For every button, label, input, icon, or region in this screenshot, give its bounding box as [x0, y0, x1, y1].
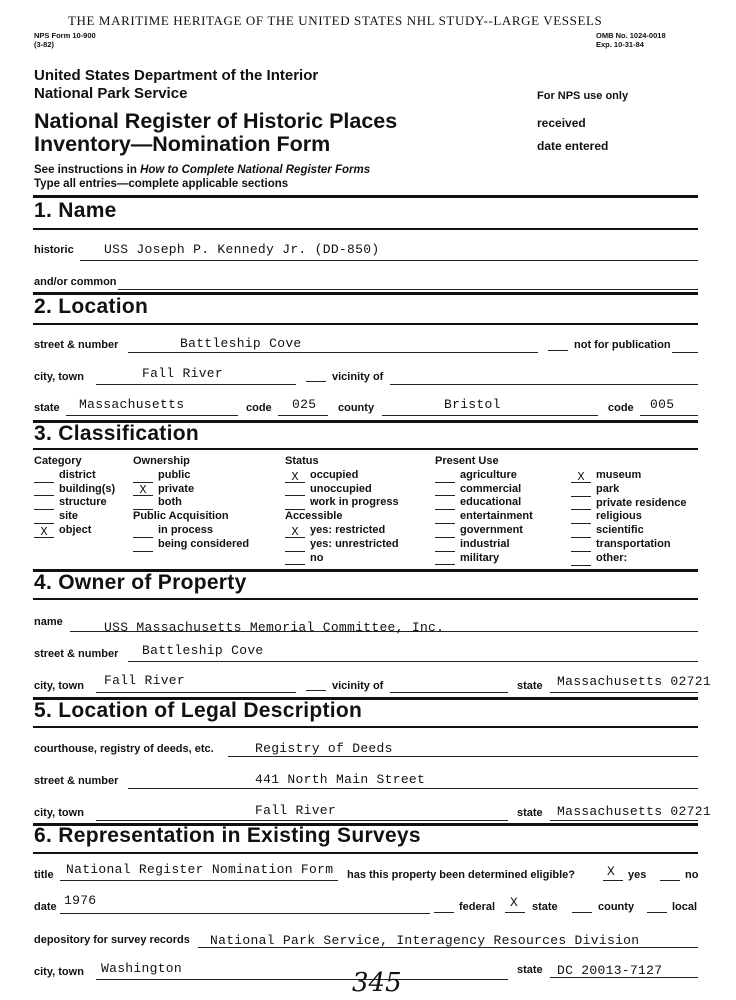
status-unoccupied[interactable] — [285, 483, 399, 497]
section1-title: 1. Name — [34, 199, 117, 222]
use-entertainment[interactable] — [435, 510, 533, 524]
use-scientific[interactable] — [571, 524, 687, 538]
registry-city-label: city, town — [34, 807, 84, 819]
city-field[interactable]: Fall River — [142, 366, 224, 381]
checkbox[interactable] — [34, 484, 54, 496]
local-survey-label: local — [672, 901, 698, 913]
received-label: received — [537, 116, 586, 130]
checkbox[interactable] — [34, 498, 54, 510]
form-title-line1: National Register of Historic Places — [34, 109, 398, 133]
type-entries-line: Type all entries—complete applicable sections — [34, 178, 289, 190]
field-line — [128, 352, 538, 353]
section5-title: 5. Location of Legal Description — [34, 699, 363, 722]
owner-name-field[interactable]: USS Massachusetts Memorial Committee, Inc. — [104, 620, 445, 635]
checkbox[interactable] — [435, 498, 455, 510]
federal-checkbox[interactable] — [434, 912, 454, 913]
county-code-field[interactable]: 005 — [650, 397, 675, 412]
checkbox[interactable] — [133, 540, 153, 552]
checkbox[interactable] — [435, 526, 455, 538]
category-buildings[interactable] — [34, 483, 115, 497]
not-for-publication-label: not for publication — [574, 339, 671, 351]
option-label: unoccupied — [310, 482, 372, 495]
checkbox[interactable] — [285, 498, 305, 510]
option-label: private — [158, 482, 195, 495]
option-label: building(s) — [59, 482, 116, 495]
owner-street-label: street & number — [34, 648, 119, 660]
checkbox[interactable] — [133, 471, 153, 483]
eligible-yes-checkbox[interactable] — [603, 880, 623, 881]
category-district[interactable] — [34, 469, 115, 483]
option-label: yes: unrestricted — [310, 537, 399, 550]
field-line — [390, 384, 698, 385]
depository-field[interactable]: National Park Service, Interagency Resources Division — [210, 933, 640, 948]
section3-title: 3. Classification — [34, 422, 199, 445]
checkbox[interactable] — [571, 526, 591, 538]
use-military[interactable] — [435, 552, 533, 566]
ownership-heading: Ownership — [133, 455, 190, 467]
state-survey-mark: X — [510, 895, 519, 910]
depository-city-field[interactable]: Washington — [101, 961, 183, 976]
field-line — [96, 692, 296, 693]
historic-label: historic — [34, 244, 74, 256]
use-private-residence[interactable] — [571, 497, 687, 511]
field-line — [672, 352, 698, 353]
category-heading: Category — [34, 455, 82, 467]
form-date: (3-82) — [34, 40, 55, 49]
field-line — [60, 880, 338, 881]
present-use-heading: Present Use — [435, 455, 499, 467]
state-label: state — [34, 402, 60, 414]
option-label: educational — [460, 496, 522, 509]
owner-street-field[interactable]: Battleship Cove — [142, 643, 264, 658]
checkbox[interactable]: X — [34, 526, 54, 538]
option-label: both — [158, 496, 182, 509]
field-line — [640, 415, 698, 416]
option-label: museum — [596, 469, 642, 481]
checkbox[interactable] — [34, 512, 54, 524]
checkbox[interactable] — [571, 554, 591, 566]
checkbox[interactable] — [285, 540, 305, 552]
option-label: work in progress — [310, 496, 399, 509]
acquisition-in-process[interactable] — [133, 524, 249, 538]
eligible-question: has this property been determined eligible? — [347, 869, 575, 881]
checkbox[interactable]: X — [285, 471, 305, 483]
status-heading: Status — [285, 455, 319, 467]
acquisition-being-considered[interactable] — [133, 538, 249, 552]
field-line — [128, 788, 698, 789]
checkbox[interactable] — [435, 512, 455, 524]
section4-title: 4. Owner of Property — [34, 571, 247, 594]
eligible-yes-mark: X — [607, 864, 616, 879]
field-line — [550, 692, 698, 693]
field-line — [96, 820, 508, 821]
eligible-yes-label: yes — [628, 869, 647, 881]
historic-name-field[interactable]: USS Joseph P. Kennedy Jr. (DD-850) — [104, 242, 380, 257]
use-transportation[interactable] — [571, 538, 687, 552]
eligible-no-label: no — [685, 869, 699, 881]
option-label: scientific — [596, 524, 644, 537]
option-label: private residence — [596, 496, 687, 509]
section-rule — [33, 228, 698, 230]
use-commercial[interactable] — [435, 483, 533, 497]
accessible-unrestricted[interactable] — [285, 538, 399, 552]
option-label: religious — [596, 510, 642, 523]
date-entered-label: date entered — [537, 139, 609, 153]
section-rule — [33, 195, 698, 198]
field-line — [60, 913, 430, 914]
option-label: structure — [59, 496, 107, 509]
registry-state-field[interactable]: Massachusetts 02721 — [557, 804, 711, 819]
state-survey-checkbox[interactable] — [505, 912, 525, 913]
field-line — [390, 692, 508, 693]
owner-vicinity-label: vicinity of — [332, 680, 384, 692]
option-label: entertainment — [460, 510, 533, 523]
checkbox[interactable] — [571, 498, 591, 510]
use-government[interactable] — [435, 524, 533, 538]
county-survey-label: county — [598, 901, 635, 913]
depository-label: depository for survey records — [34, 934, 190, 946]
omb-expiration: Exp. 10-31-84 — [596, 40, 644, 49]
option-label: transportation — [596, 537, 671, 550]
section-rule — [33, 852, 698, 854]
eligible-no-checkbox[interactable] — [660, 880, 680, 881]
category-column — [34, 455, 115, 538]
use-other[interactable] — [571, 552, 687, 566]
checkbox[interactable] — [285, 484, 305, 496]
omb-number: OMB No. 1024-0018 — [596, 31, 666, 40]
use-museum[interactable] — [571, 469, 687, 483]
survey-date-field[interactable]: 1976 — [64, 893, 97, 908]
checkbox[interactable] — [435, 471, 455, 483]
checkbox[interactable] — [285, 553, 305, 565]
accessible-restricted[interactable] — [285, 524, 399, 538]
option-label: yes: restricted — [310, 523, 386, 536]
department-name: United States Department of the Interior — [34, 67, 319, 84]
option-label: agriculture — [460, 468, 517, 481]
section-rule — [33, 448, 698, 450]
owner-state-label: state — [517, 680, 543, 692]
section-rule — [33, 726, 698, 728]
courthouse-label: courthouse, registry of deeds, etc. — [34, 743, 214, 755]
not-for-publication-checkbox[interactable] — [548, 350, 568, 351]
option-label: other: — [596, 551, 628, 564]
field-line — [128, 661, 698, 662]
owner-name-label: name — [34, 616, 63, 628]
checkbox[interactable]: X — [571, 471, 591, 483]
present-use-column-right — [571, 469, 687, 566]
registry-city-field[interactable]: Fall River — [255, 803, 337, 818]
county-field[interactable]: Bristol — [444, 397, 501, 412]
survey-title-label: title — [34, 869, 54, 881]
county-survey-checkbox[interactable] — [572, 912, 592, 913]
instructions-line — [34, 164, 370, 176]
registry-state-label: state — [517, 807, 543, 819]
category-structure[interactable] — [34, 496, 115, 510]
field-line — [550, 820, 698, 821]
field-line — [382, 415, 598, 416]
local-survey-checkbox[interactable] — [647, 912, 667, 913]
checkbox[interactable] — [133, 498, 153, 510]
field-line — [278, 415, 328, 416]
use-educational[interactable] — [435, 496, 533, 510]
checkbox[interactable] — [571, 512, 591, 524]
form-title-line2: Inventory—Nomination Form — [34, 132, 331, 156]
status-column — [285, 455, 399, 565]
depository-state-label: state — [517, 964, 543, 976]
checkbox[interactable] — [435, 540, 455, 552]
state-survey-label: state — [532, 901, 558, 913]
accessible-no[interactable] — [285, 552, 399, 566]
option-label: commercial — [460, 482, 522, 495]
present-use-column — [435, 455, 533, 565]
instructions-title: How to Complete National Register Forms — [140, 164, 371, 176]
survey-title-field[interactable]: National Register Nomination Form — [66, 862, 334, 877]
checkbox[interactable]: X — [285, 526, 305, 538]
owner-vicinity-checkbox[interactable] — [306, 690, 326, 691]
option-label: park — [596, 482, 620, 495]
option-label: no — [310, 551, 324, 564]
depository-city-label: city, town — [34, 966, 84, 978]
depository-state-field[interactable]: DC 20013-7127 — [557, 963, 663, 978]
field-line — [96, 384, 296, 385]
section2-title: 2. Location — [34, 295, 149, 318]
form-number: NPS Form 10-900 — [34, 31, 96, 40]
checkbox[interactable] — [571, 485, 591, 497]
handwritten-page-number: 345 — [352, 968, 402, 998]
instructions-prefix: See instructions in — [34, 164, 141, 176]
status-occupied[interactable] — [285, 469, 399, 483]
vicinity-label: vicinity of — [332, 371, 384, 383]
option-label: being considered — [158, 537, 250, 550]
ownership-both[interactable] — [133, 496, 249, 510]
use-industrial[interactable] — [435, 538, 533, 552]
category-site[interactable] — [34, 510, 115, 524]
option-label: object — [59, 523, 92, 536]
use-agriculture[interactable] — [435, 469, 533, 483]
field-line — [228, 756, 698, 757]
owner-city-label: city, town — [34, 680, 84, 692]
street-label: street & number — [34, 339, 119, 351]
checkbox[interactable]: X — [133, 484, 153, 496]
section-rule — [33, 323, 698, 325]
service-name: National Park Service — [34, 85, 188, 102]
county-code-label: code — [608, 402, 634, 414]
accessible-heading: Accessible — [285, 510, 343, 523]
field-line — [80, 260, 698, 261]
registry-street-label: street & number — [34, 775, 119, 787]
common-name-label: and/or common — [34, 276, 117, 288]
category-object[interactable] — [34, 524, 115, 538]
state-code-label: code — [246, 402, 272, 414]
county-label: county — [338, 402, 375, 414]
owner-state-field[interactable]: Massachusetts 02721 — [557, 674, 711, 689]
field-line — [66, 415, 238, 416]
ownership-private[interactable] — [133, 483, 249, 497]
option-label: industrial — [460, 537, 510, 550]
option-label: government — [460, 523, 523, 536]
option-label: occupied — [310, 468, 359, 481]
section6-title: 6. Representation in Existing Surveys — [34, 824, 421, 847]
section-rule — [33, 598, 698, 600]
option-label: military — [460, 551, 500, 564]
courthouse-field[interactable]: Registry of Deeds — [255, 741, 393, 756]
owner-city-field[interactable]: Fall River — [104, 673, 186, 688]
use-religious[interactable] — [571, 510, 687, 524]
registry-street-field[interactable]: 441 North Main Street — [255, 772, 426, 787]
option-label: public — [158, 468, 191, 481]
checkbox[interactable] — [34, 471, 54, 483]
checkbox[interactable] — [571, 540, 591, 552]
field-line — [96, 979, 508, 980]
state-field[interactable]: Massachusetts — [79, 397, 185, 412]
status-work-in-progress[interactable] — [285, 496, 399, 510]
vicinity-checkbox[interactable] — [306, 381, 326, 382]
option-label: site — [59, 510, 78, 523]
city-label: city, town — [34, 371, 84, 383]
study-title: THE MARITIME HERITAGE OF THE UNITED STATES NHL STUDY--LARGE VESSELS — [68, 13, 603, 28]
federal-label: federal — [459, 901, 496, 913]
nps-use-label: For NPS use only — [537, 90, 629, 102]
public-acquisition-heading: Public Acquisition — [133, 510, 229, 523]
state-code-field[interactable]: 025 — [292, 397, 317, 412]
street-field[interactable]: Battleship Cove — [180, 336, 302, 351]
checkbox[interactable] — [435, 553, 455, 565]
common-name-field[interactable] — [118, 289, 698, 290]
checkbox[interactable] — [435, 484, 455, 496]
use-park[interactable] — [571, 483, 687, 497]
option-label: district — [59, 468, 96, 481]
ownership-public[interactable] — [133, 469, 249, 483]
ownership-column — [133, 455, 249, 552]
checkbox[interactable] — [133, 526, 153, 538]
survey-date-label: date — [34, 901, 57, 913]
option-label: in process — [158, 523, 214, 536]
